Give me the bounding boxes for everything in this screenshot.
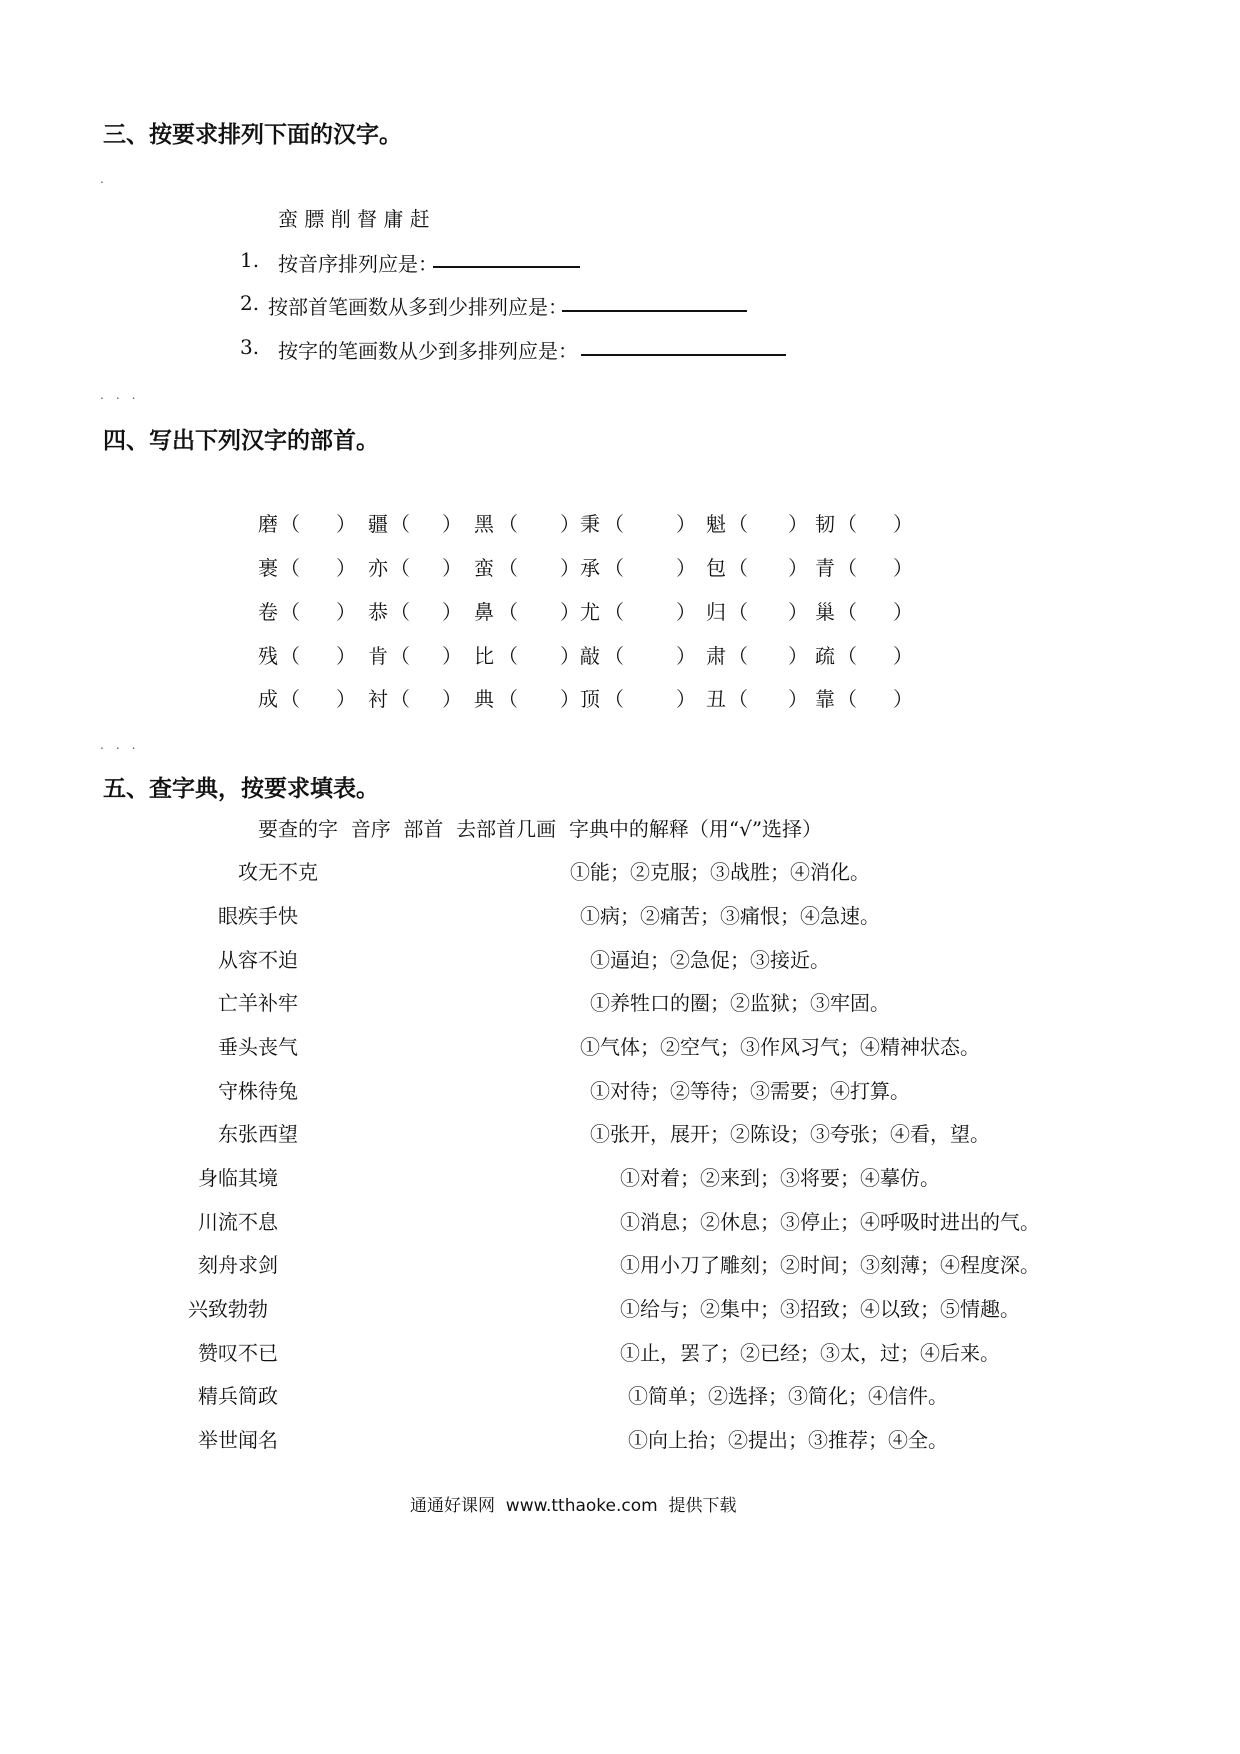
radical-char: 韧 [815, 512, 835, 536]
paren-open: （ [728, 512, 748, 536]
paren-close: ） [336, 600, 356, 624]
radical-char: 疆 [368, 512, 388, 536]
table-header: 要查的字 音序 部首 去部首几画 字典中的解释（用“√”选择） [258, 817, 823, 841]
radical-char: 敲 [580, 644, 600, 668]
paren-open: （ [837, 644, 857, 668]
paren-close: ） [788, 556, 808, 580]
dictionary-meanings[interactable]: ①养牲口的圈；②监狱；③牢固。 [590, 991, 890, 1015]
dictionary-meanings[interactable]: ①能；②克服；③战胜；④消化。 [570, 860, 870, 884]
paren-close: ） [560, 687, 580, 711]
paren-close: ） [560, 600, 580, 624]
radical-answer-blank[interactable] [520, 683, 560, 707]
q1-answer-blank[interactable] [433, 266, 580, 268]
radical-answer-blank[interactable] [750, 596, 788, 620]
idiom: 眼疾手快 [218, 904, 298, 928]
paren-close: ） [788, 600, 808, 624]
dictionary-meanings[interactable]: ①用小刀了雕刻；②时间；③刻薄；④程度深。 [620, 1253, 1040, 1277]
idiom: 东张西望 [218, 1122, 298, 1146]
radical-char: 疏 [815, 644, 835, 668]
dictionary-meanings[interactable]: ①对待；②等待；③需要；④打算。 [590, 1079, 910, 1103]
paren-open: （ [837, 600, 857, 624]
paren-open: （ [604, 556, 624, 580]
q1-prompt: 按音序排列应是： [278, 252, 438, 276]
radical-char: 顶 [580, 687, 600, 711]
section4-heading: 四、写出下列汉字的部首。 [103, 428, 379, 454]
paren-open: （ [280, 556, 300, 580]
paren-open: （ [728, 600, 748, 624]
radical-char: 尤 [580, 600, 600, 624]
radical-answer-blank[interactable] [859, 640, 893, 664]
q3-answer-blank[interactable] [581, 354, 786, 356]
radical-answer-blank[interactable] [412, 508, 442, 532]
radical-answer-blank[interactable] [302, 552, 336, 576]
radical-answer-blank[interactable] [302, 508, 336, 532]
radical-char: 丑 [706, 687, 726, 711]
paren-open: （ [390, 512, 410, 536]
radical-answer-blank[interactable] [750, 508, 788, 532]
radical-answer-blank[interactable] [859, 552, 893, 576]
q2-answer-blank[interactable] [562, 310, 747, 312]
radical-char: 靠 [815, 687, 835, 711]
paren-open: （ [604, 600, 624, 624]
dictionary-meanings[interactable]: ①病；②痛苦；③痛恨；④急速。 [580, 904, 880, 928]
section5-heading: 五、查字典，按要求填表。 [103, 776, 379, 802]
idiom: 身临其境 [198, 1166, 278, 1190]
stray-dots: ... [100, 388, 148, 402]
paren-close: ） [893, 644, 913, 668]
paren-close: ） [336, 556, 356, 580]
radical-char: 鼻 [474, 600, 494, 624]
paren-open: （ [390, 644, 410, 668]
radical-char: 卷 [258, 600, 278, 624]
paren-open: （ [604, 644, 624, 668]
dictionary-meanings[interactable]: ①气体；②空气；③作风习气；④精神状态。 [580, 1035, 980, 1059]
radical-char: 肯 [368, 644, 388, 668]
q3-number: 3. [240, 335, 260, 359]
radical-char: 包 [706, 556, 726, 580]
radical-answer-blank[interactable] [412, 552, 442, 576]
paren-close: ） [336, 644, 356, 668]
radical-answer-blank[interactable] [626, 552, 676, 576]
paren-close: ） [893, 687, 913, 711]
paren-open: （ [498, 687, 518, 711]
idiom: 守株待兔 [218, 1079, 298, 1103]
radical-char: 比 [474, 644, 494, 668]
idiom: 刻舟求剑 [198, 1253, 278, 1277]
radical-answer-blank[interactable] [412, 596, 442, 620]
section3-heading: 三、按要求排列下面的汉字。 [103, 122, 402, 148]
paren-open: （ [728, 644, 748, 668]
paren-close: ） [788, 644, 808, 668]
paren-close: ） [893, 556, 913, 580]
paren-close: ） [893, 512, 913, 536]
paren-open: （ [837, 512, 857, 536]
idiom: 垂头丧气 [218, 1035, 298, 1059]
paren-close: ） [676, 600, 696, 624]
paren-close: ） [560, 512, 580, 536]
stray-dots: ... [100, 738, 148, 752]
radical-answer-blank[interactable] [520, 596, 560, 620]
paren-close: ） [676, 644, 696, 668]
radical-char: 裹 [258, 556, 278, 580]
radical-char: 亦 [368, 556, 388, 580]
paren-open: （ [728, 556, 748, 580]
paren-open: （ [498, 600, 518, 624]
radical-answer-blank[interactable] [859, 683, 893, 707]
radical-answer-blank[interactable] [412, 640, 442, 664]
q3-prompt: 按字的笔画数从少到多排列应是： [278, 339, 578, 363]
chars-to-sort: 蛮 膘 削 督 庸 赶 [278, 207, 430, 231]
radical-answer-blank[interactable] [520, 508, 560, 532]
paren-open: （ [280, 644, 300, 668]
paren-open: （ [604, 687, 624, 711]
paren-close: ） [560, 556, 580, 580]
radical-answer-blank[interactable] [626, 683, 676, 707]
idiom: 亡羊补牢 [218, 991, 298, 1015]
dictionary-meanings[interactable]: ①给与；②集中；③招致；④以致；⑤情趣。 [620, 1297, 1020, 1321]
radical-char: 肃 [706, 644, 726, 668]
paren-open: （ [390, 600, 410, 624]
dictionary-meanings[interactable]: ①向上抬；②提出；③推荐；④全。 [628, 1428, 948, 1452]
dictionary-meanings[interactable]: ①对着；②来到；③将要；④摹仿。 [620, 1166, 940, 1190]
dictionary-meanings[interactable]: ①逼迫；②急促；③接近。 [590, 948, 830, 972]
dictionary-meanings[interactable]: ①张开，展开；②陈设；③夸张；④看，望。 [590, 1122, 990, 1146]
paren-close: ） [560, 644, 580, 668]
paren-close: ） [676, 556, 696, 580]
radical-answer-blank[interactable] [520, 552, 560, 576]
radical-answer-blank[interactable] [750, 683, 788, 707]
radical-answer-blank[interactable] [626, 596, 676, 620]
q1-number: 1. [240, 248, 260, 272]
paren-open: （ [837, 556, 857, 580]
radical-char: 黑 [474, 512, 494, 536]
dictionary-meanings[interactable]: ①消息；②休息；③停止；④呼吸时进出的气。 [620, 1210, 1040, 1234]
idiom: 精兵简政 [198, 1384, 278, 1408]
paren-close: ） [336, 687, 356, 711]
idiom: 攻无不克 [238, 860, 318, 884]
radical-answer-blank[interactable] [750, 552, 788, 576]
radical-char: 衬 [368, 687, 388, 711]
paren-open: （ [280, 512, 300, 536]
paren-close: ） [788, 512, 808, 536]
radical-answer-blank[interactable] [302, 683, 336, 707]
idiom: 赞叹不已 [198, 1341, 278, 1365]
radical-char: 归 [706, 600, 726, 624]
radical-char: 典 [474, 687, 494, 711]
paren-close: ） [442, 556, 462, 580]
radical-answer-blank[interactable] [412, 683, 442, 707]
paren-open: （ [280, 600, 300, 624]
radical-char: 恭 [368, 600, 388, 624]
paren-close: ） [893, 600, 913, 624]
paren-close: ） [442, 512, 462, 536]
radical-answer-blank[interactable] [302, 640, 336, 664]
radical-answer-blank[interactable] [859, 596, 893, 620]
radical-char: 残 [258, 644, 278, 668]
paren-close: ） [442, 644, 462, 668]
paren-open: （ [280, 687, 300, 711]
radical-char: 磨 [258, 512, 278, 536]
dictionary-meanings[interactable]: ①简单；②选择；③简化；④信件。 [628, 1384, 948, 1408]
paren-open: （ [604, 512, 624, 536]
paren-close: ） [676, 687, 696, 711]
radical-char: 秉 [580, 512, 600, 536]
idiom: 兴致勃勃 [188, 1297, 268, 1321]
paren-open: （ [390, 687, 410, 711]
paren-close: ） [676, 512, 696, 536]
radical-char: 巢 [815, 600, 835, 624]
idiom: 从容不迫 [218, 948, 298, 972]
paren-open: （ [498, 556, 518, 580]
radical-answer-blank[interactable] [302, 596, 336, 620]
radical-char: 成 [258, 687, 278, 711]
radical-answer-blank[interactable] [859, 508, 893, 532]
radical-char: 蛮 [474, 556, 494, 580]
idiom: 举世闻名 [198, 1428, 278, 1452]
radical-char: 青 [815, 556, 835, 580]
radical-char: 承 [580, 556, 600, 580]
paren-open: （ [498, 644, 518, 668]
paren-close: ） [336, 512, 356, 536]
paren-open: （ [498, 512, 518, 536]
dictionary-meanings[interactable]: ①止，罢了；②已经；③太，过；④后来。 [620, 1341, 1000, 1365]
radical-answer-blank[interactable] [750, 640, 788, 664]
radical-answer-blank[interactable] [626, 640, 676, 664]
paren-close: ） [442, 600, 462, 624]
q2-number: 2. [240, 291, 260, 315]
paren-open: （ [728, 687, 748, 711]
radical-answer-blank[interactable] [626, 508, 676, 532]
paren-open: （ [837, 687, 857, 711]
paren-close: ） [442, 687, 462, 711]
q2-prompt: 按部首笔画数从多到少排列应是： [268, 295, 568, 319]
idiom: 川流不息 [198, 1210, 278, 1234]
radical-answer-blank[interactable] [520, 640, 560, 664]
footer-source: 通通好课网 www.tthaoke.com 提供下载 [410, 1496, 737, 1516]
paren-open: （ [390, 556, 410, 580]
stray-dot: . [100, 172, 104, 186]
paren-close: ） [788, 687, 808, 711]
radical-char: 魁 [706, 512, 726, 536]
